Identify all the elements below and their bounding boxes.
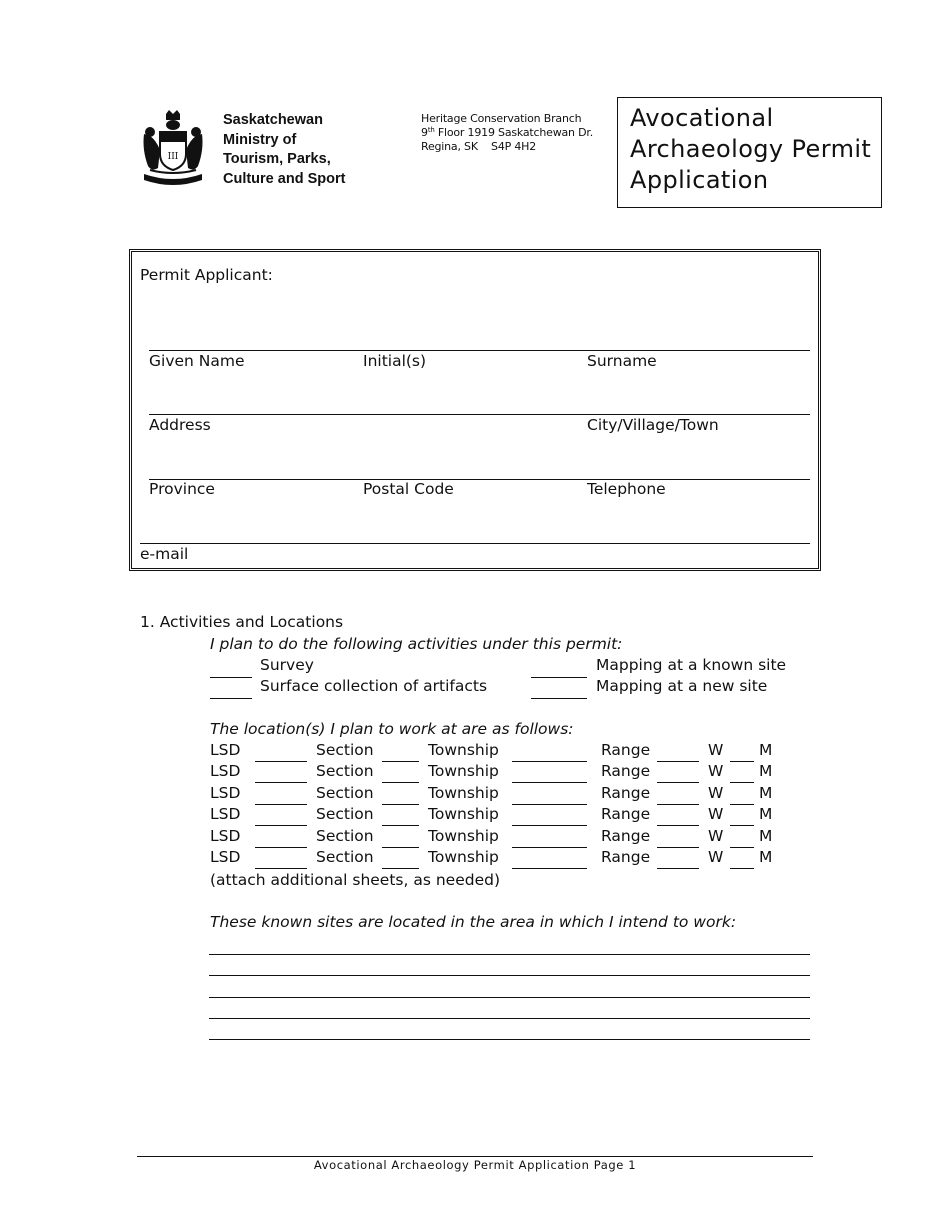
known-sites-intro: These known sites are located in the area in which I intend to work: [210,913,737,931]
page-footer: Avocational Archaeology Permit Application Page 1 [313,1158,637,1172]
location-label-m: M [759,826,773,845]
location-label-range: Range [601,762,651,781]
saskatchewan-coat-of-arms-logo [140,110,206,188]
known-site-line[interactable] [209,1039,810,1040]
location-label-section: Section [316,848,374,866]
location-label-lsd: LSD [210,783,241,802]
ministry-line: Saskatchewan [223,112,323,128]
branch-address [421,112,593,154]
ministry-name [223,111,345,189]
branch-street [421,126,593,140]
township-field[interactable] [512,847,587,848]
range-field[interactable] [657,868,699,869]
meridian-field[interactable] [730,868,754,869]
location-label-w: W [708,848,724,866]
location-label-township: Township [428,805,499,824]
province-fill-line[interactable] [149,479,810,480]
township-field[interactable] [512,804,587,805]
location-label-m: M [759,805,773,824]
location-label-lsd: LSD [210,826,241,845]
postal-code-label: Postal Code [363,480,454,498]
location-label-w: W [708,826,724,845]
lsd-field[interactable] [255,847,307,848]
svg-text:III: III [167,152,179,162]
range-field[interactable] [657,804,699,805]
section-field[interactable] [382,804,419,805]
location-label-m: M [759,783,773,802]
email-label: e-mail [140,545,189,563]
activity-mapping-new: Mapping at a new site [596,677,768,695]
location-label-section: Section [316,762,374,781]
range-field[interactable] [657,782,699,783]
floor-number: 9 [421,126,428,139]
township-field[interactable] [512,782,587,783]
location-label-m: M [759,741,773,759]
location-label-range: Range [601,783,651,802]
range-field[interactable] [657,847,699,848]
surname-label: Surname [587,352,657,370]
location-label-w: W [708,762,724,781]
permit-applicant-heading: Permit Applicant: [140,266,273,284]
section-field[interactable] [382,782,419,783]
form-title-line: Archaeology Permit [630,135,872,163]
location-label-section: Section [316,826,374,845]
footer-rule [137,1156,813,1157]
location-label-lsd: LSD [210,848,241,866]
meridian-field[interactable] [730,782,754,783]
surface-collection-checkline[interactable] [210,698,252,699]
survey-checkline[interactable] [210,677,252,678]
township-field[interactable] [512,761,587,762]
location-label-section: Section [316,783,374,802]
location-label-w: W [708,741,724,759]
branch-city: Regina, SK S4P 4H2 [421,140,537,153]
form-title-box [617,97,882,208]
initials-label: Initial(s) [363,352,427,370]
locations-intro: The location(s) I plan to work at are as follows: [210,720,574,738]
section-field[interactable] [382,825,419,826]
address-label: Address [149,416,211,434]
attach-note: (attach additional sheets, as needed) [210,871,501,889]
ministry-line: Tourism, Parks, [223,151,331,167]
meridian-field[interactable] [730,847,754,848]
ministry-line: Culture and Sport [223,170,346,187]
meridian-field[interactable] [730,761,754,762]
township-field[interactable] [512,825,587,826]
lsd-field[interactable] [255,868,307,869]
meridian-field[interactable] [730,825,754,826]
ministry-line: Ministry of [223,131,297,148]
address-fill-line[interactable] [149,414,810,415]
location-label-lsd: LSD [210,741,241,759]
given-name-label: Given Name [149,352,245,370]
location-label-range: Range [601,805,651,824]
floor-ordinal: th [427,126,435,134]
location-label-township: Township [428,762,499,781]
location-label-range: Range [601,826,651,845]
permit-applicant-box [129,249,821,571]
form-title-line: Application [630,166,769,194]
location-label-section: Section [316,741,374,759]
location-label-section: Section [316,805,374,824]
floor-street: Floor 1919 Saskatchewan Dr. [434,126,594,139]
known-site-line[interactable] [209,954,810,955]
location-label-township: Township [428,826,499,845]
lsd-field[interactable] [255,825,307,826]
lsd-field[interactable] [255,782,307,783]
section-field[interactable] [382,847,419,848]
telephone-label: Telephone [587,480,666,498]
activities-intro: I plan to do the following activities under this permit: [210,635,623,653]
location-label-township: Township [428,783,499,802]
activity-mapping-known: Mapping at a known site [596,656,787,674]
known-site-line[interactable] [209,997,810,998]
location-label-range: Range [601,741,651,759]
mapping-new-checkline[interactable] [531,698,587,699]
city-label: City/Village/Town [587,416,719,434]
activity-surface-collection: Surface collection of artifacts [260,677,488,695]
province-label: Province [149,480,215,498]
name-fill-line[interactable] [149,350,810,351]
location-label-lsd: LSD [210,805,241,824]
location-label-m: M [759,762,773,781]
mapping-known-checkline[interactable] [531,677,587,678]
location-label-m: M [759,848,773,866]
location-label-w: W [708,783,724,802]
township-field[interactable] [512,868,587,869]
lsd-field[interactable] [255,761,307,762]
form-title [630,103,871,196]
section-1-heading: 1. Activities and Locations [140,613,344,631]
meridian-field[interactable] [730,804,754,805]
location-label-township: Township [428,741,499,759]
email-fill-line[interactable] [140,543,810,544]
location-label-lsd: LSD [210,762,241,781]
range-field[interactable] [657,761,699,762]
location-label-township: Township [428,848,499,866]
activity-survey: Survey [260,656,314,674]
branch-name: Heritage Conservation Branch [421,112,582,125]
section-field[interactable] [382,761,419,762]
lsd-field[interactable] [255,804,307,805]
location-label-range: Range [601,848,651,866]
known-site-line[interactable] [209,1018,810,1019]
section-field[interactable] [382,868,419,869]
location-label-w: W [708,805,724,824]
known-site-line[interactable] [209,975,810,976]
range-field[interactable] [657,825,699,826]
form-title-line: Avocational [630,104,774,132]
